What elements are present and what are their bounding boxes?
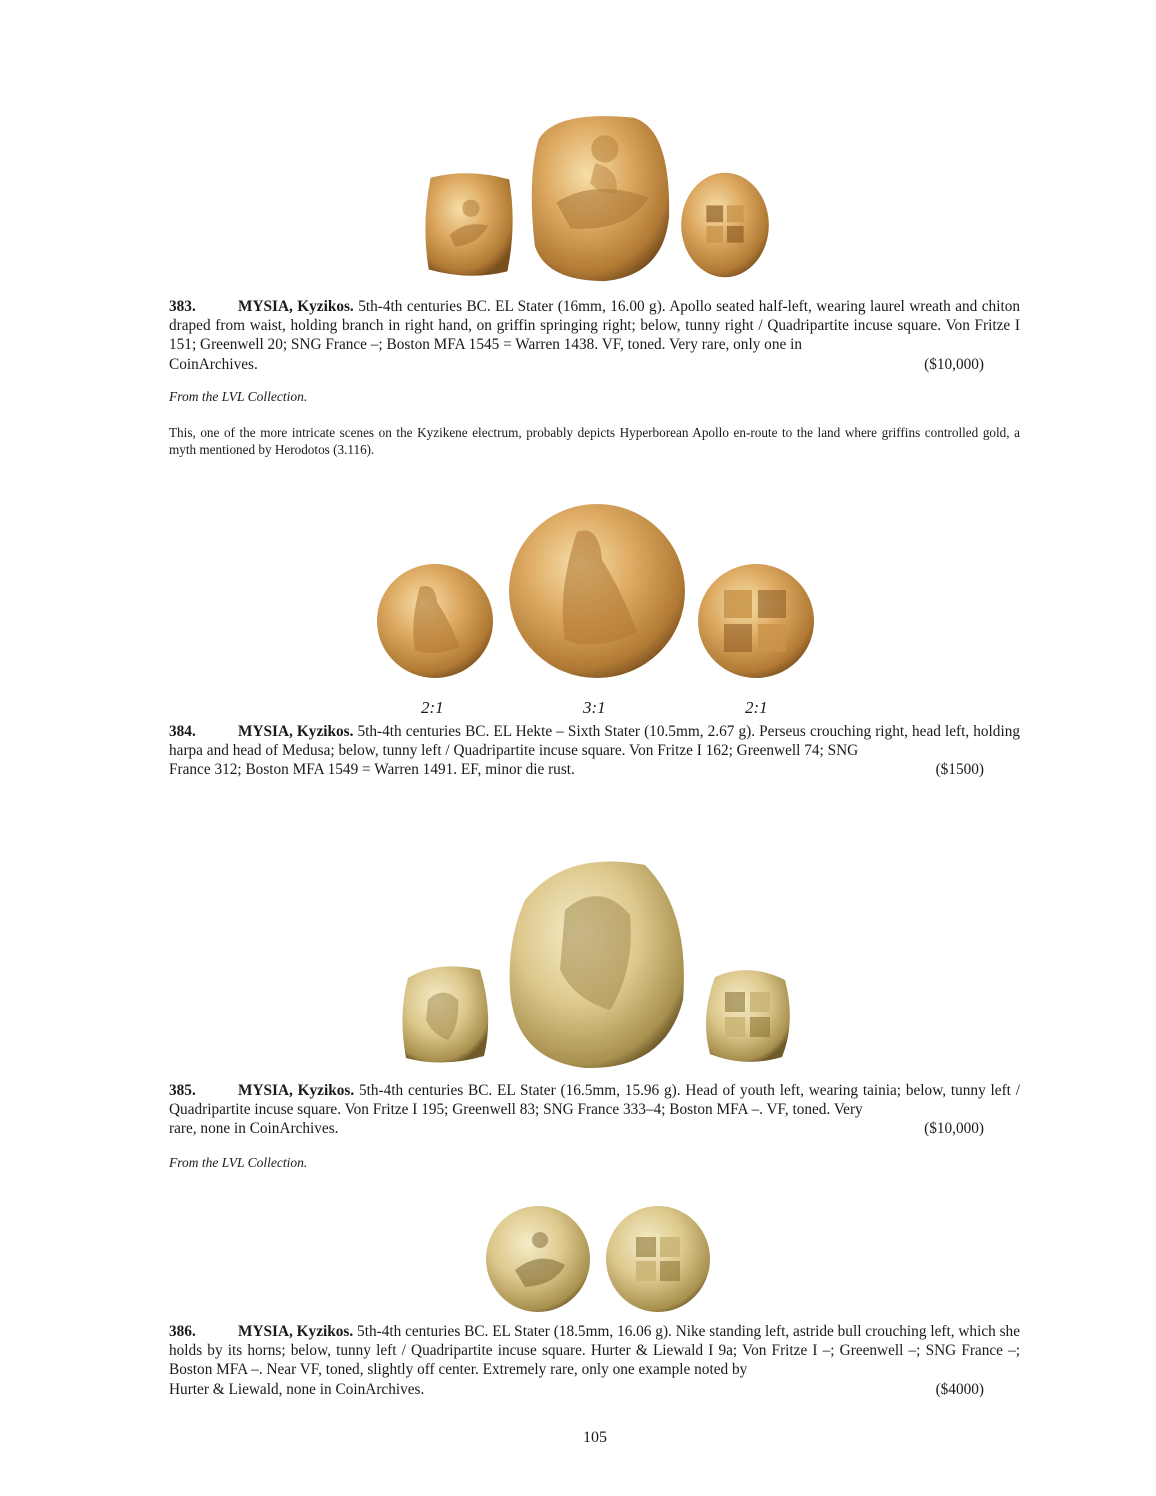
coin-384-obverse-enlarged	[507, 502, 687, 680]
coin-385-obverse	[398, 960, 494, 1068]
lot-text-last-line: rare, none in CoinArchives.	[169, 1120, 339, 1138]
lot-price: ($10,000)	[924, 1120, 984, 1138]
lot-text: 5th-4th centuries BC. EL Stater (16mm, 16.00 g). Apollo seated half-left, wearing laurel wreath and chiton draped from waist, holding branch in right hand, on griffin springing right; below, tunny right / Quadripartite incuse square. Von Fritze I 151; Greenwell 20; SNG France –; Boston MFA 1545 = Warren 1438. VF, toned. Very rare, only one in	[169, 298, 1020, 354]
lot-383-provenance: From the LVL Collection.	[169, 389, 308, 404]
lot-383-description	[169, 297, 1020, 374]
lot-title: MYSIA, Kyzikos.	[238, 1323, 354, 1340]
ratio-label-enlarged: 3:1	[583, 698, 606, 717]
coin-385-obverse-enlarged	[505, 850, 690, 1072]
lot-title: MYSIA, Kyzikos.	[238, 723, 354, 740]
coin-383-obverse-enlarged	[527, 110, 673, 285]
lot-383-note: This, one of the more intricate scenes on the Kyzikene electrum, probably depicts Hyperborean Apollo en-route to the land where griffins controlled gold, a myth mentioned by Herodotos (3.116).	[169, 425, 1020, 457]
lot-384-description	[169, 722, 1020, 780]
coin-384-reverse	[696, 562, 816, 680]
coin-386-obverse	[485, 1205, 591, 1313]
coin-383-obverse	[421, 168, 517, 281]
page-number: 105	[583, 1429, 607, 1446]
coin-383-reverse	[678, 170, 772, 280]
lot-price: ($1500)	[935, 761, 984, 779]
lot-number: 386.	[169, 1323, 196, 1340]
lot-385-provenance: From the LVL Collection.	[169, 1155, 308, 1170]
lot-text-last-line: CoinArchives.	[169, 355, 258, 373]
coin-385-reverse	[700, 962, 796, 1068]
ratio-label-obverse: 2:1	[421, 698, 444, 717]
lot-number: 383.	[169, 298, 196, 315]
lot-385-description	[169, 1081, 1020, 1139]
lot-title: MYSIA, Kyzikos.	[238, 298, 354, 315]
lot-text: 5th-4th centuries BC. EL Hekte – Sixth Stater (10.5mm, 2.67 g). Perseus crouching right, head left, holding harpa and head of Medusa; below, tunny left / Quadripartite incuse square. Von Fritze I 162; Greenwell 74; SNG	[169, 723, 1020, 760]
lot-text-last-line: Hurter & Liewald, none in CoinArchives.	[169, 1380, 425, 1398]
lot-title: MYSIA, Kyzikos.	[238, 1082, 355, 1099]
lot-text-last-line: France 312; Boston MFA 1549 = Warren 1491. EF, minor die rust.	[169, 761, 575, 779]
ratio-label-reverse: 2:1	[745, 698, 768, 717]
coin-386-reverse	[604, 1205, 712, 1313]
lot-text: 5th-4th centuries BC. EL Stater (18.5mm, 16.06 g). Nike standing left, astride bull crouching left, which she holds by its horns; below, tunny left / Quadripartite incuse square. Hurter & Liewald I 9a; Von Fritze I –; Greenwell –; SNG France –; Boston MFA –. Near VF, toned, slightly off center. Extremely rare, only one example noted by	[169, 1323, 1020, 1379]
lot-price: ($4000)	[935, 1380, 984, 1398]
coin-384-obverse	[375, 562, 495, 680]
lot-text: 5th-4th centuries BC. EL Stater (16.5mm, 15.96 g). Head of youth left, wearing tainia; below, tunny left / Quadripartite incuse square. Von Fritze I 195; Greenwell 83; SNG France 333–4; Boston MFA –. VF, toned. Very	[169, 1082, 1020, 1119]
lot-price: ($10,000)	[924, 355, 984, 373]
lot-number: 384.	[169, 723, 196, 740]
lot-386-description	[169, 1322, 1020, 1399]
lot-number: 385.	[169, 1082, 196, 1099]
